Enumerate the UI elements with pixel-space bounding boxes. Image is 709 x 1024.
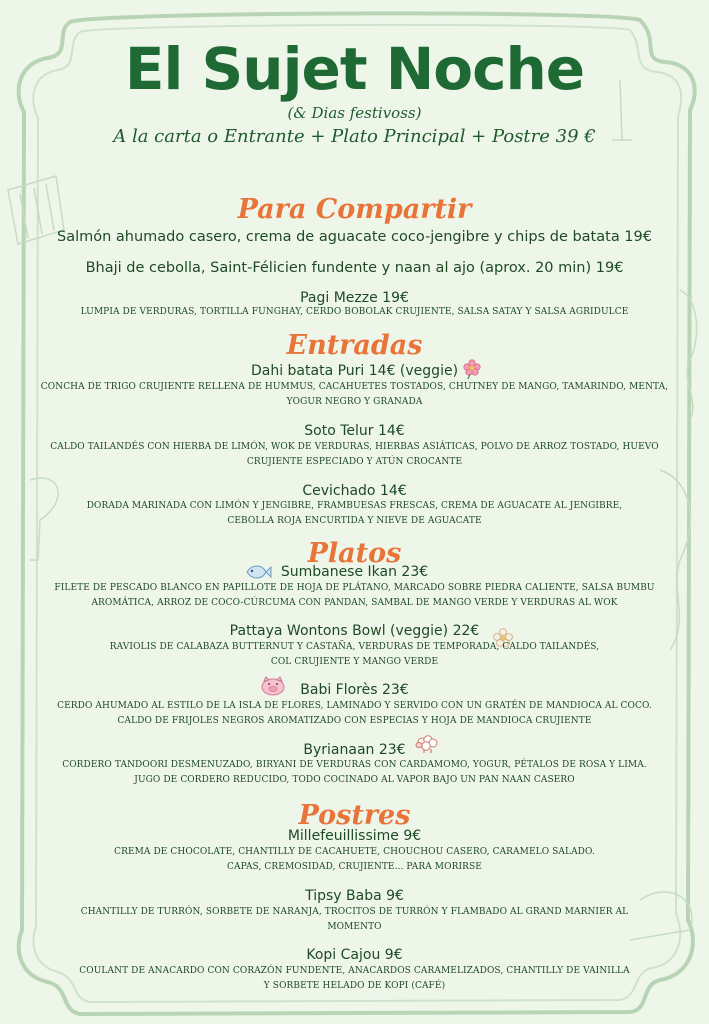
dish-name: Bhaji de cebolla, Saint-Félicien fundente y naan al ajo (aprox. 20 min) 19€ bbox=[85, 260, 624, 276]
dish-name: Pattaya Wontons Bowl (veggie) 22€ bbox=[229, 623, 480, 639]
dish-description: CALDO TAILANDÉS CON HIERBA DE LIMÓN, WOK DE VERDURAS, HIERBAS ASIÁTICAS, POLVO DE ARROZ TOSTADO, HUEVO bbox=[50, 442, 659, 452]
dish-name: Soto Telur 14€ bbox=[304, 423, 405, 439]
dish-name: Kopi Cajou 9€ bbox=[306, 947, 403, 963]
dish-name: Dahi batata Puri 14€ (veggie) bbox=[250, 363, 459, 379]
holidays-note: (& Dias festivoss) bbox=[287, 104, 422, 122]
section-title-postres: Postres bbox=[298, 800, 411, 831]
dish-name: Byrianaan 23€ bbox=[303, 742, 406, 758]
dish-description: CHANTILLY DE TURRÓN, SORBETE DE NARANJA, TROCITOS DE TURRÓN Y FLAMBADO AL GRAND MARNIER AL bbox=[80, 907, 629, 917]
sheep-icon bbox=[414, 734, 440, 754]
dish-description: AROMÁTICA, ARROZ DE COCO-CÚRCUMA CON PANDAN, SAMBAL DE MANGO VERDE Y VERDURAS AL WOK bbox=[91, 598, 618, 608]
dish-name: Tipsy Baba 9€ bbox=[305, 888, 404, 904]
section-title-entradas: Entradas bbox=[286, 330, 423, 361]
dish-name: Cevichado 14€ bbox=[302, 483, 407, 499]
dish-description: Y SORBETE HELADO DE KOPI (CAFÉ) bbox=[263, 981, 446, 991]
formula-line: A la carta o Entrante + Plato Principal + Postre 39 € bbox=[113, 126, 596, 147]
dish-description: RAVIOLIS DE CALABAZA BUTTERNUT Y CASTAÑA, VERDURAS DE TEMPORADA, CALDO TAILANDÉS, bbox=[109, 642, 600, 652]
dish-name: Babi Florès 23€ bbox=[300, 682, 409, 698]
dish-description: CORDERO TANDOORI DESMENUZADO, BIRYANI DE VERDURAS CON CARDAMOMO, YOGUR, PÉTALOS DE ROSA Y LIMA. bbox=[62, 760, 647, 770]
dish-description: CRUJIENTE ESPECIADO Y ATÚN CROCANTE bbox=[246, 457, 463, 467]
dish-description: CALDO DE FRIJOLES NEGROS AROMATIZADO CON ESPECIAS Y HOJA DE MANDIOCA CRUJIENTE bbox=[117, 716, 592, 726]
dish-description: CONCHA DE TRIGO CRUJIENTE RELLENA DE HUMMUS, CACAHUETES TOSTADOS, CHUTNEY DE MANGO, TAMARINDO, MENTA, bbox=[40, 382, 669, 392]
dish-name: Sumbanese Ikan 23€ bbox=[280, 564, 429, 580]
section-title-compartir: Para Compartir bbox=[237, 194, 472, 225]
restaurant-title: El Sujet Noche bbox=[124, 35, 585, 103]
dish-description: CREMA DE CHOCOLATE, CHANTILLY DE CACAHUETE, CHOUCHOU CASERO, CARAMELO SALADO. bbox=[114, 847, 595, 857]
flower-icon bbox=[462, 358, 482, 380]
dish-description: COULANT DE ANACARDO CON CORAZÓN FUNDENTE, ANACARDOS CARAMELIZADOS, CHANTILLY DE VAINILLA bbox=[79, 966, 630, 976]
dish-description: LUMPIA DE VERDURAS, TORTILLA FUNGHAY, CERDO BOBOLAK CRUJIENTE, SALSA SATAY Y SALSA AGRIDULCE bbox=[80, 307, 629, 317]
dish-description: CAPAS, CREMOSIDAD, CRUJIENTE... PARA MORIRSE bbox=[227, 862, 482, 872]
section-title-platos: Platos bbox=[307, 538, 402, 569]
dish-description: YOGUR NEGRO Y GRANADA bbox=[286, 397, 423, 407]
dish-description: JUGO DE CORDERO REDUCIDO, TODO COCINADO AL VAPOR BAJO UN PAN NAAN CASERO bbox=[134, 775, 575, 785]
dish-description: CEBOLLA ROJA ENCURTIDA Y NIEVE DE AGUACATE bbox=[227, 516, 482, 526]
dish-name: Salmón ahumado casero, crema de aguacate coco-jengibre y chips de batata 19€ bbox=[56, 229, 652, 245]
dish-name: Millefeuillissime 9€ bbox=[287, 828, 422, 844]
dish-description: DORADA MARINADA CON LIMÓN Y JENGIBRE, FRAMBUESAS FRESCAS, CREMA DE AGUACATE AL JENGIBRE, bbox=[86, 501, 623, 511]
dish-description: MOMENTO bbox=[327, 922, 382, 932]
dish-description: COL CRUJIENTE Y MANGO VERDE bbox=[270, 657, 439, 667]
dish-description: FILETE DE PESCADO BLANCO EN PAPILLOTE DE HOJA DE PLÁTANO, MARCADO SOBRE PIEDRA CALIENTE, SALSA BUMBU bbox=[54, 583, 655, 593]
dish-name: Pagi Mezze 19€ bbox=[300, 290, 409, 306]
dish-description: CERDO AHUMADO AL ESTILO DE LA ISLA DE FLORES, LAMINADO Y SERVIDO CON UN GRATÉN DE MANDIOCA AL COCO. bbox=[57, 701, 652, 711]
